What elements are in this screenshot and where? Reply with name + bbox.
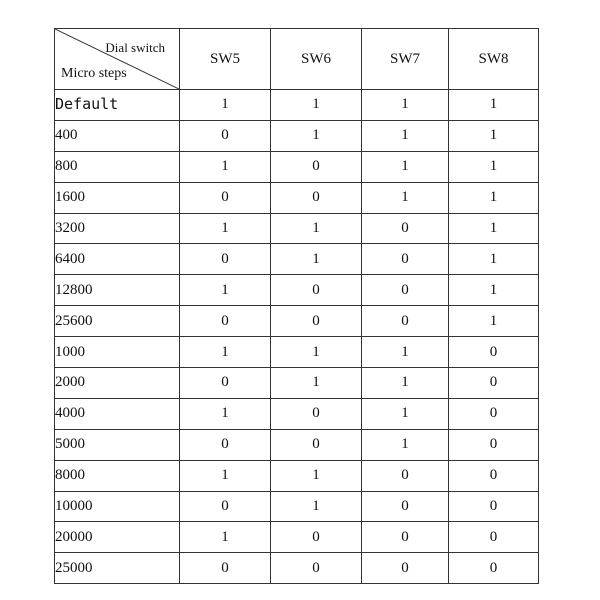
switch-state-cell: 0 [362,213,449,244]
column-header-sw5: SW5 [180,29,271,90]
switch-state-cell: 1 [449,120,539,151]
table-row [55,213,539,244]
row-label-micro-steps: 25000 [55,553,180,584]
switch-state-cell: 1 [362,151,449,182]
row-label-micro-steps: 12800 [55,275,180,306]
row-label-micro-steps: 25600 [55,306,180,337]
switch-state-cell: 1 [271,460,362,491]
table-row [55,398,539,429]
switch-state-cell: 0 [449,337,539,368]
switch-state-cell: 1 [362,337,449,368]
switch-state-cell: 0 [180,244,271,275]
switch-state-cell: 1 [449,244,539,275]
table-row [55,368,539,399]
switch-state-cell: 0 [362,553,449,584]
switch-state-cell: 0 [449,460,539,491]
switch-state-cell: 0 [271,522,362,553]
switch-state-cell: 0 [362,460,449,491]
switch-state-cell: 0 [180,429,271,460]
switch-state-cell: 1 [449,306,539,337]
switch-state-cell: 1 [449,275,539,306]
switch-state-cell: 0 [362,491,449,522]
micro-steps-label: Micro steps [61,66,127,81]
switch-state-cell: 1 [271,491,362,522]
table-body [55,29,539,584]
switch-state-cell: 1 [271,90,362,121]
table-row [55,306,539,337]
switch-state-cell: 0 [449,398,539,429]
switch-state-cell: 0 [180,368,271,399]
table-row [55,460,539,491]
switch-state-cell: 1 [362,120,449,151]
table-row [55,244,539,275]
switch-state-cell: 1 [271,337,362,368]
switch-state-cell: 1 [180,460,271,491]
switch-state-cell: 0 [271,182,362,213]
switch-state-cell: 1 [180,151,271,182]
switch-state-cell: 1 [271,368,362,399]
table-row [55,275,539,306]
switch-state-cell: 1 [180,213,271,244]
row-label-micro-steps: 10000 [55,491,180,522]
row-label-micro-steps: 1600 [55,182,180,213]
switch-state-cell: 1 [362,182,449,213]
table-row [55,522,539,553]
switch-state-cell: 1 [362,429,449,460]
switch-state-cell: 0 [449,522,539,553]
switch-state-cell: 1 [180,90,271,121]
table-row [55,491,539,522]
table-row [55,151,539,182]
table-row [55,337,539,368]
table-row [55,182,539,213]
row-label-micro-steps: 1000 [55,337,180,368]
switch-state-cell: 0 [449,491,539,522]
switch-state-cell: 0 [362,306,449,337]
switch-state-cell: 1 [180,337,271,368]
switch-state-cell: 0 [271,429,362,460]
table-row [55,429,539,460]
switch-state-cell: 0 [271,553,362,584]
column-header-sw6: SW6 [271,29,362,90]
table-row [55,120,539,151]
row-label-micro-steps: 8000 [55,460,180,491]
switch-state-cell: 0 [180,120,271,151]
corner-header-cell [55,29,180,90]
switch-state-cell: 0 [449,553,539,584]
row-label-micro-steps: 6400 [55,244,180,275]
switch-state-cell: 0 [271,306,362,337]
switch-state-cell: 1 [271,120,362,151]
row-label-micro-steps: 3200 [55,213,180,244]
switch-state-cell: 0 [271,275,362,306]
switch-state-cell: 1 [362,398,449,429]
row-label-micro-steps: 5000 [55,429,180,460]
switch-state-cell: 0 [449,429,539,460]
switch-state-cell: 0 [271,398,362,429]
switch-state-cell: 0 [362,522,449,553]
microstep-dip-switch-table [54,28,539,584]
column-header-sw8: SW8 [449,29,539,90]
switch-state-cell: 1 [449,90,539,121]
switch-state-cell: 0 [362,244,449,275]
switch-state-cell: 0 [449,368,539,399]
row-label-micro-steps: 400 [55,120,180,151]
switch-state-cell: 1 [180,275,271,306]
switch-state-cell: 0 [362,275,449,306]
row-label-micro-steps: 20000 [55,522,180,553]
switch-state-cell: 0 [180,491,271,522]
row-label-micro-steps: 4000 [55,398,180,429]
switch-state-cell: 1 [362,90,449,121]
row-label-micro-steps: Default [55,90,180,121]
switch-state-cell: 1 [449,213,539,244]
dial-switch-label: Dial switch [105,40,165,55]
switch-state-cell: 0 [180,182,271,213]
switch-state-cell: 1 [449,151,539,182]
column-header-sw7: SW7 [362,29,449,90]
row-label-micro-steps: 2000 [55,368,180,399]
table-row [55,553,539,584]
switch-state-cell: 1 [180,522,271,553]
switch-state-cell: 0 [271,151,362,182]
switch-state-cell: 1 [271,213,362,244]
row-label-micro-steps: 800 [55,151,180,182]
switch-state-cell: 0 [180,553,271,584]
table-row [55,90,539,121]
switch-state-cell: 1 [362,368,449,399]
switch-state-cell: 1 [271,244,362,275]
switch-state-cell: 1 [180,398,271,429]
header-row [55,29,539,90]
switch-state-cell: 1 [449,182,539,213]
switch-state-cell: 0 [180,306,271,337]
